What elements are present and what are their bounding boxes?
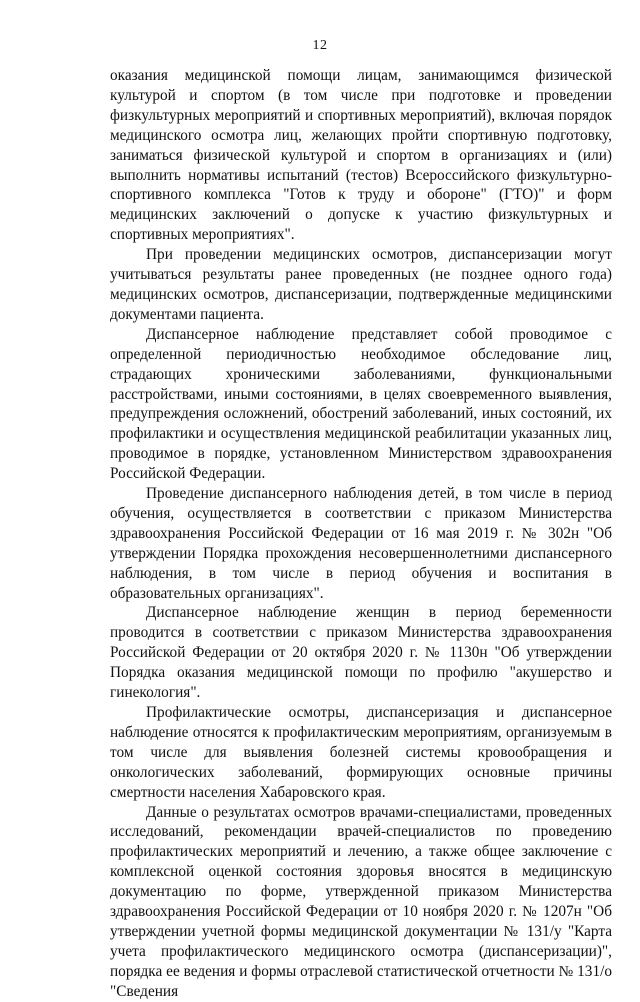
paragraph-medical-checkups: При проведении медицинских осмотров, диспансеризации могут учитываться результаты ранее проведенных (не позднее одного года) медицинских осмотров, диспансеризации, подтвержденные медицинскими документами пациента. — [110, 246, 612, 323]
page-number: 12 — [312, 38, 328, 53]
paragraph-preventive-measures: Профилактические осмотры, диспансеризация и диспансерное наблюдение относятся к профилактическим мероприятиям, организуемым в том числе для выявления болезней системы кровообращения и онкологических заболеваний, формирующих основные причины смертности населения Хабаровского края. — [110, 704, 612, 801]
paragraph-dispensary-observation: Диспансерное наблюдение представляет собой проводимое с определенной периодичностью необходимое обследование лиц, страдающих хроническими заболеваниями, функциональными расстройствами, иными состояниями, в целях своевременного выявления, предупреждения осложнений, обострений заболеваний, иных состояний, их профилактики и осуществления медицинской реабилитации указанных лиц, проводимое в порядке, установленном Министерством здравоохранения Российской Федерации. — [110, 325, 612, 483]
paragraph-results-documentation: Данные о результатах осмотров врачами-специалистами, проведенных исследований, рекомендации врачей-специалистов по проведению профилактических мероприятий и лечению, а также общее заключение с комплексной оценкой состояния здоровья вносятся в медицинскую документацию по форме, утвержденной приказом Министерства здравоохранения Российской Федерации от 10 ноября 2020 г. № 1207н "Об утверждении учетной формы медицинской документации № 131/у "Карта учета профилактического медицинского осмотра (диспансеризации)", порядка ее ведения и формы отраслевой статистической отчетности № 131/о "Сведения — [110, 803, 612, 1000]
paragraph-children-observation: Проведение диспансерного наблюдения детей, в том числе в период обучения, осуществляется в соответствии с приказом Министерства здравоохранения Российской Федерации от 16 мая 2019 г. № 302н "Об утверждении Порядка прохождения несовершеннолетними диспансерного наблюдения, в том числе в период обучения и воспитания в образовательных организациях". — [110, 485, 612, 602]
paragraph-pregnancy-observation: Диспансерное наблюдение женщин в период беременности проводится в соответствии с приказом Министерства здравоохранения Российской Федерации от 20 октября 2020 г. № 1130н "Об утверждении Порядка оказания медицинской помощи по профилю "акушерство и гинекология". — [110, 604, 612, 702]
paragraph-continuation: оказания медицинской помощи лицам, занимающимся физической культурой и спортом (в том числе при подготовке и проведении физкультурных мероприятий и спортивных мероприятий), включая порядок медицинского осмотра лиц, желающих пройти спортивную подготовку, заниматься физической культурой и спортом в организациях и (или) выполнить нормативы испытаний (тестов) Всероссийского физкультурно-спортивного комплекса "Готов к труду и обороне" (ГТО)" и форм медицинских заключений о допуске к участию физкультурных и спортивных мероприятиях". — [110, 67, 612, 244]
document-body — [110, 66, 612, 1002]
